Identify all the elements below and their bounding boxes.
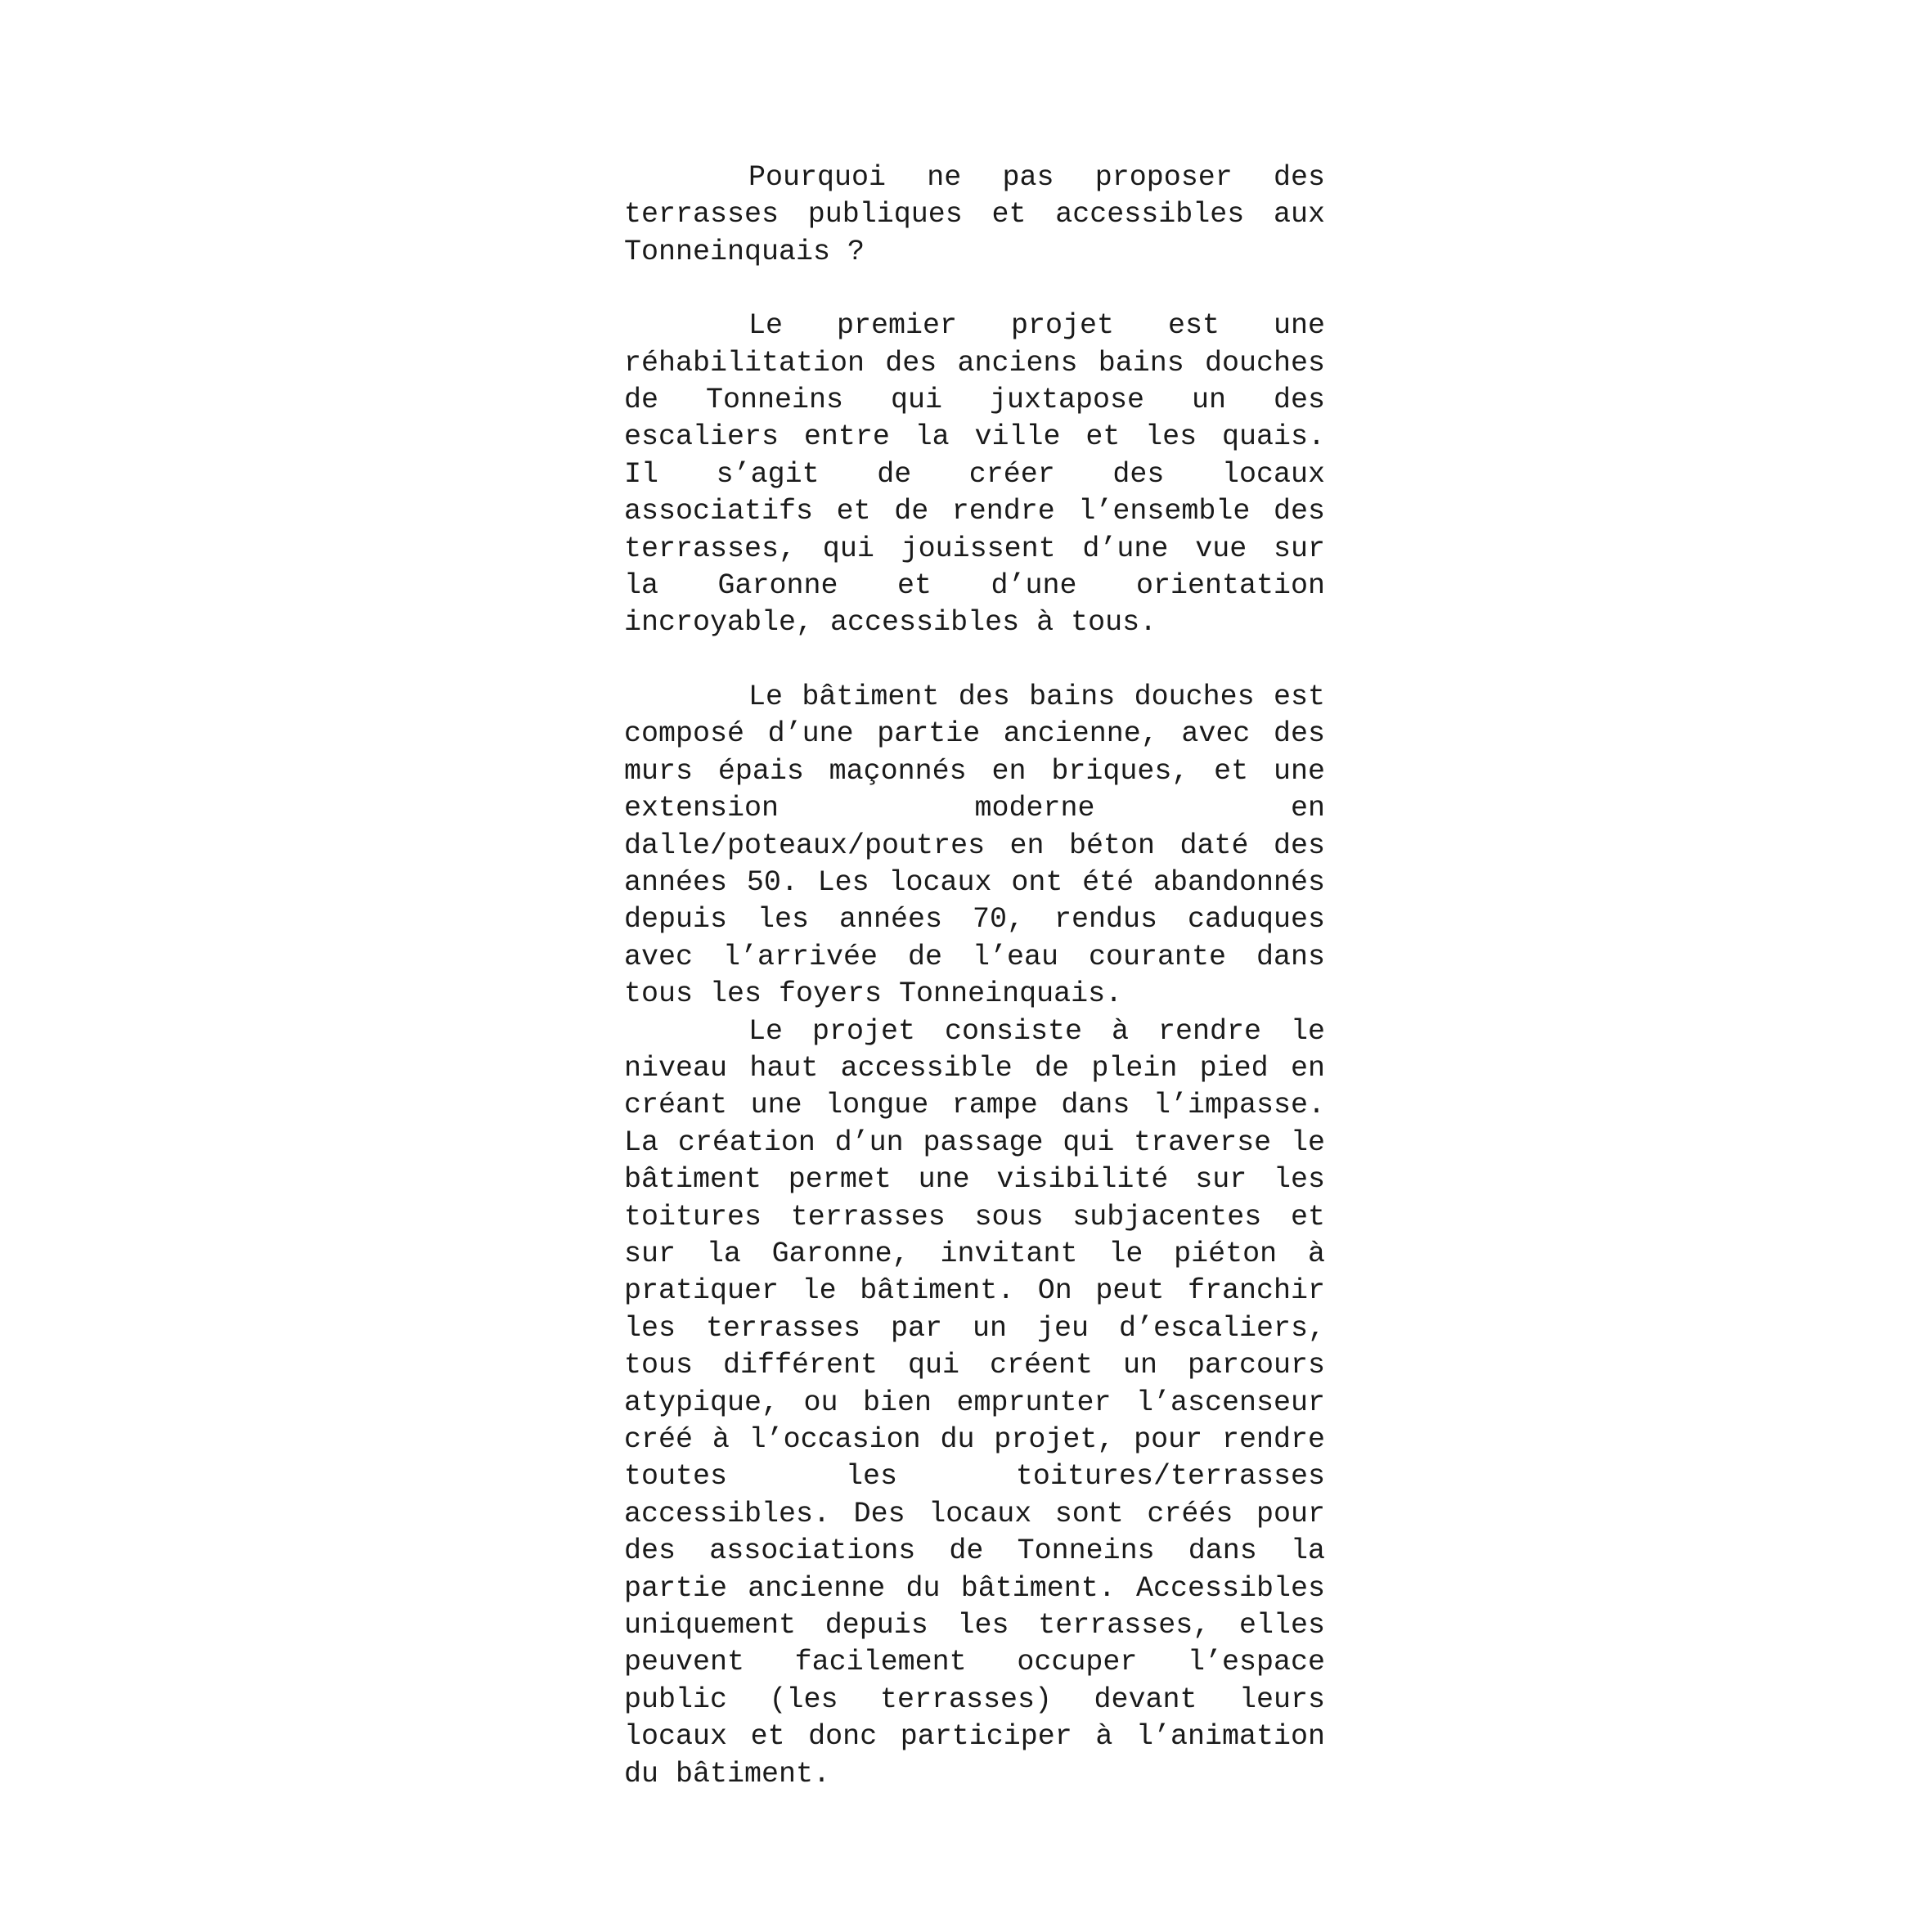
text-column xyxy=(624,160,1325,1793)
paragraph-first-project: Le premier projet est une réhabilitation des anciens bains douches de Tonneins qui juxtapose un des escaliers entre la ville et les quais. Il s’agit de créer des locaux associatifs et de rendre l’ensemble des terrasses, qui jouissent d’une vue sur la Garonne et d’une orientation incroyable, accessibles à tous. xyxy=(624,309,1325,640)
paragraph-project-details: Le projet consiste à rendre le niveau haut accessible de plein pied en créant une longue rampe dans l’impasse. La création d’un passage qui traverse le bâtiment permet une visibilité sur les toitures terrasses sous subjacentes et sur la Garonne, invitant le piéton à pratiquer le bâtiment. On peut franchir les terrasses par un jeu d’escaliers, tous différent qui créent un parcours atypique, ou bien emprunter l’ascenseur créé à l’occasion du projet, pour rendre toutes les toitures/terrasses accessibles. Des locaux sont créés pour des associations de Tonneins dans la partie ancienne du bâtiment. Accessibles uniquement depuis les terrasses, elles peuvent facilement occuper l’espace public (les terrasses) devant leurs locaux et donc participer à l’animation du bâtiment. xyxy=(624,1014,1325,1790)
paragraph-intro-question: Pourquoi ne pas proposer des terrasses publiques et accessibles aux Tonneinquais ? xyxy=(624,161,1325,268)
paragraph-building-description: Le bâtiment des bains douches est composé d’une partie ancienne, avec des murs épais maçonnés en briques, et une extension moderne en dalle/poteaux/poutres en béton daté des années 50. Les locaux ont été abandonnés depuis les années 70, rendus caduques avec l’arrivée de l’eau courante dans tous les foyers Tonneinquais. xyxy=(624,680,1325,1011)
